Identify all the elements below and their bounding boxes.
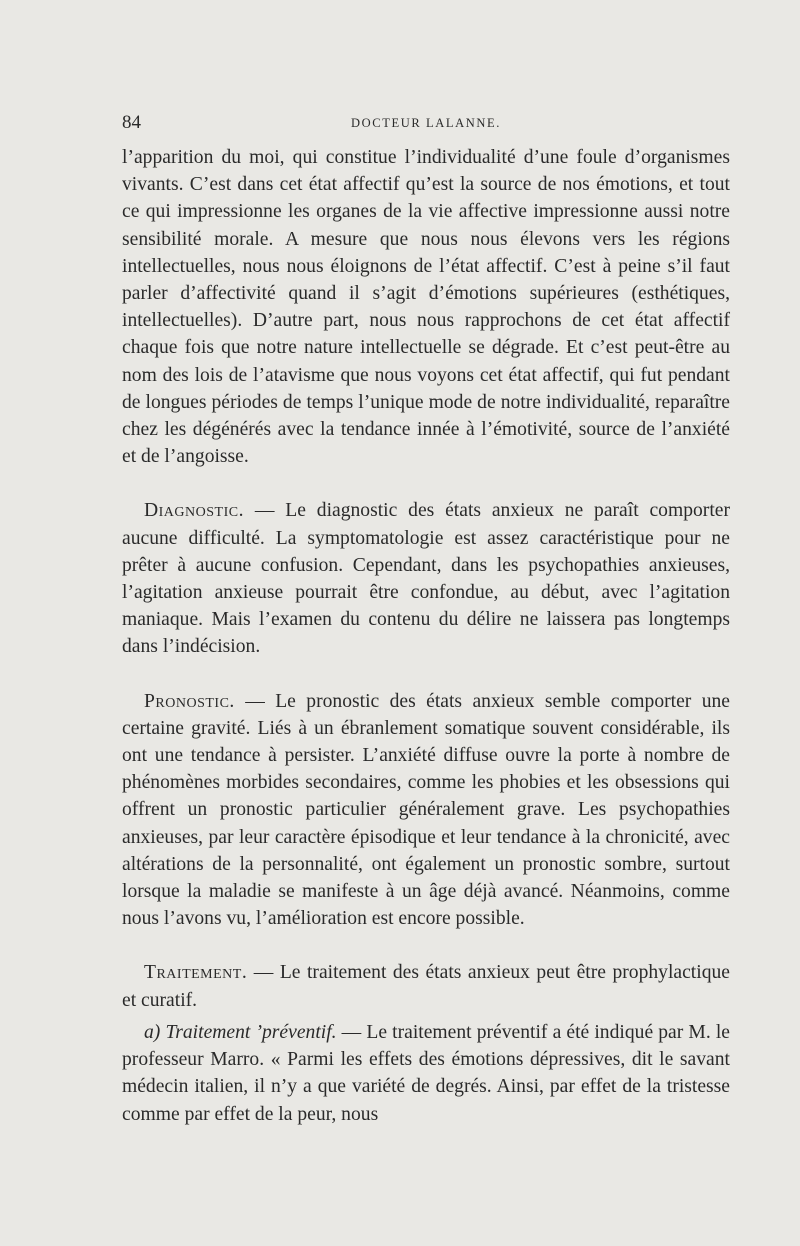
paragraph-intro [122, 144, 730, 470]
paragraph-text: — Le traitement préventif a été indiqué par M. le professeur Marro. « Parmi les effets des émotions dépressives, dit le savant médecin italien, il n’y a que variété de degrés. Ainsi, par effet de la tristesse comme par effet de la peur, nous [122, 1021, 730, 1125]
section-heading-pronostic: Pronostic. [144, 690, 235, 712]
paragraph-text: — Le traitement des états anxieux peut être prophylactique et curatif. [122, 962, 730, 1011]
page-number: 84 [122, 112, 141, 133]
paragraph-diagnostic [122, 497, 730, 660]
paragraph-traitement [122, 959, 730, 1013]
paragraph-text: — Le pronostic des états anxieux semble comporter une certaine gravité. Liés à un ébranlement somatique souvent considérable, ils ont une tendance à persister. L’anxiété diffuse ouvre la porte à nombre de phénomènes morbides secondaires, comme les phobies et les obsessions qui offrent un pronostic particulier généralement grave. Les psychopathies anxieuses, par leur caractère épisodique et leur tendance à la chronicité, avec altérations de la personnalité, ont également un pronostic sombre, surtout lorsque la maladie se manifeste à un âge déjà avancé. Néanmoins, comme nous l’avons vu, l’amélioration est encore possible. [122, 690, 730, 930]
paragraph-text: — Le diagnostic des états anxieux ne paraît comporter aucune difficulté. La symptomatologie est assez caractéristique pour ne prêter à aucune confusion. Cependant, dans les psychopathies anxieuses, l’agitation anxieuse pourrait être confondue, au début, avec l’agitation maniaque. Mais l’examen du contenu du délire ne laissera pas longtemps dans l’indécision. [122, 500, 730, 658]
paragraph-traitement-preventif [122, 1019, 730, 1128]
subsection-label-preventif: a) Traitement ’préventif. [144, 1021, 337, 1043]
paragraph-pronostic [122, 688, 730, 933]
body-text [122, 144, 730, 1128]
running-head: DOCTEUR LALANNE. [351, 116, 501, 130]
section-heading-diagnostic: Diagnostic. [144, 500, 244, 522]
page-header [122, 112, 730, 138]
section-heading-traitement: Traitement. [144, 962, 248, 984]
paragraph-text: l’apparition du moi, qui constitue l’individualité d’une foule d’organismes vivants. C’est dans cet état affectif qu’est la source de nos émotions, et tout ce qui impressionne les organes de la vie affective impressionne aussi notre sensibilité morale. A mesure que nous nous élevons vers les régions intellectuelles, nous nous éloignons de l’état affectif. C’est à peine s’il faut parler d’affectivité quand il s’agit d’émotions supérieures (esthétiques, intellectuelles). D’autre part, nous nous rapprochons de cet état affectif chaque fois que notre nature intellectuelle se dégrade. Et c’est peut-être au nom des lois de l’atavisme que nous voyons cet état affectif, qui fut pendant de longues périodes de temps l’unique mode de notre individualité, reparaître chez les dégénérés avec la tendance innée à l’émotivité, source de l’anxiété et de l’angoisse. [122, 147, 730, 468]
